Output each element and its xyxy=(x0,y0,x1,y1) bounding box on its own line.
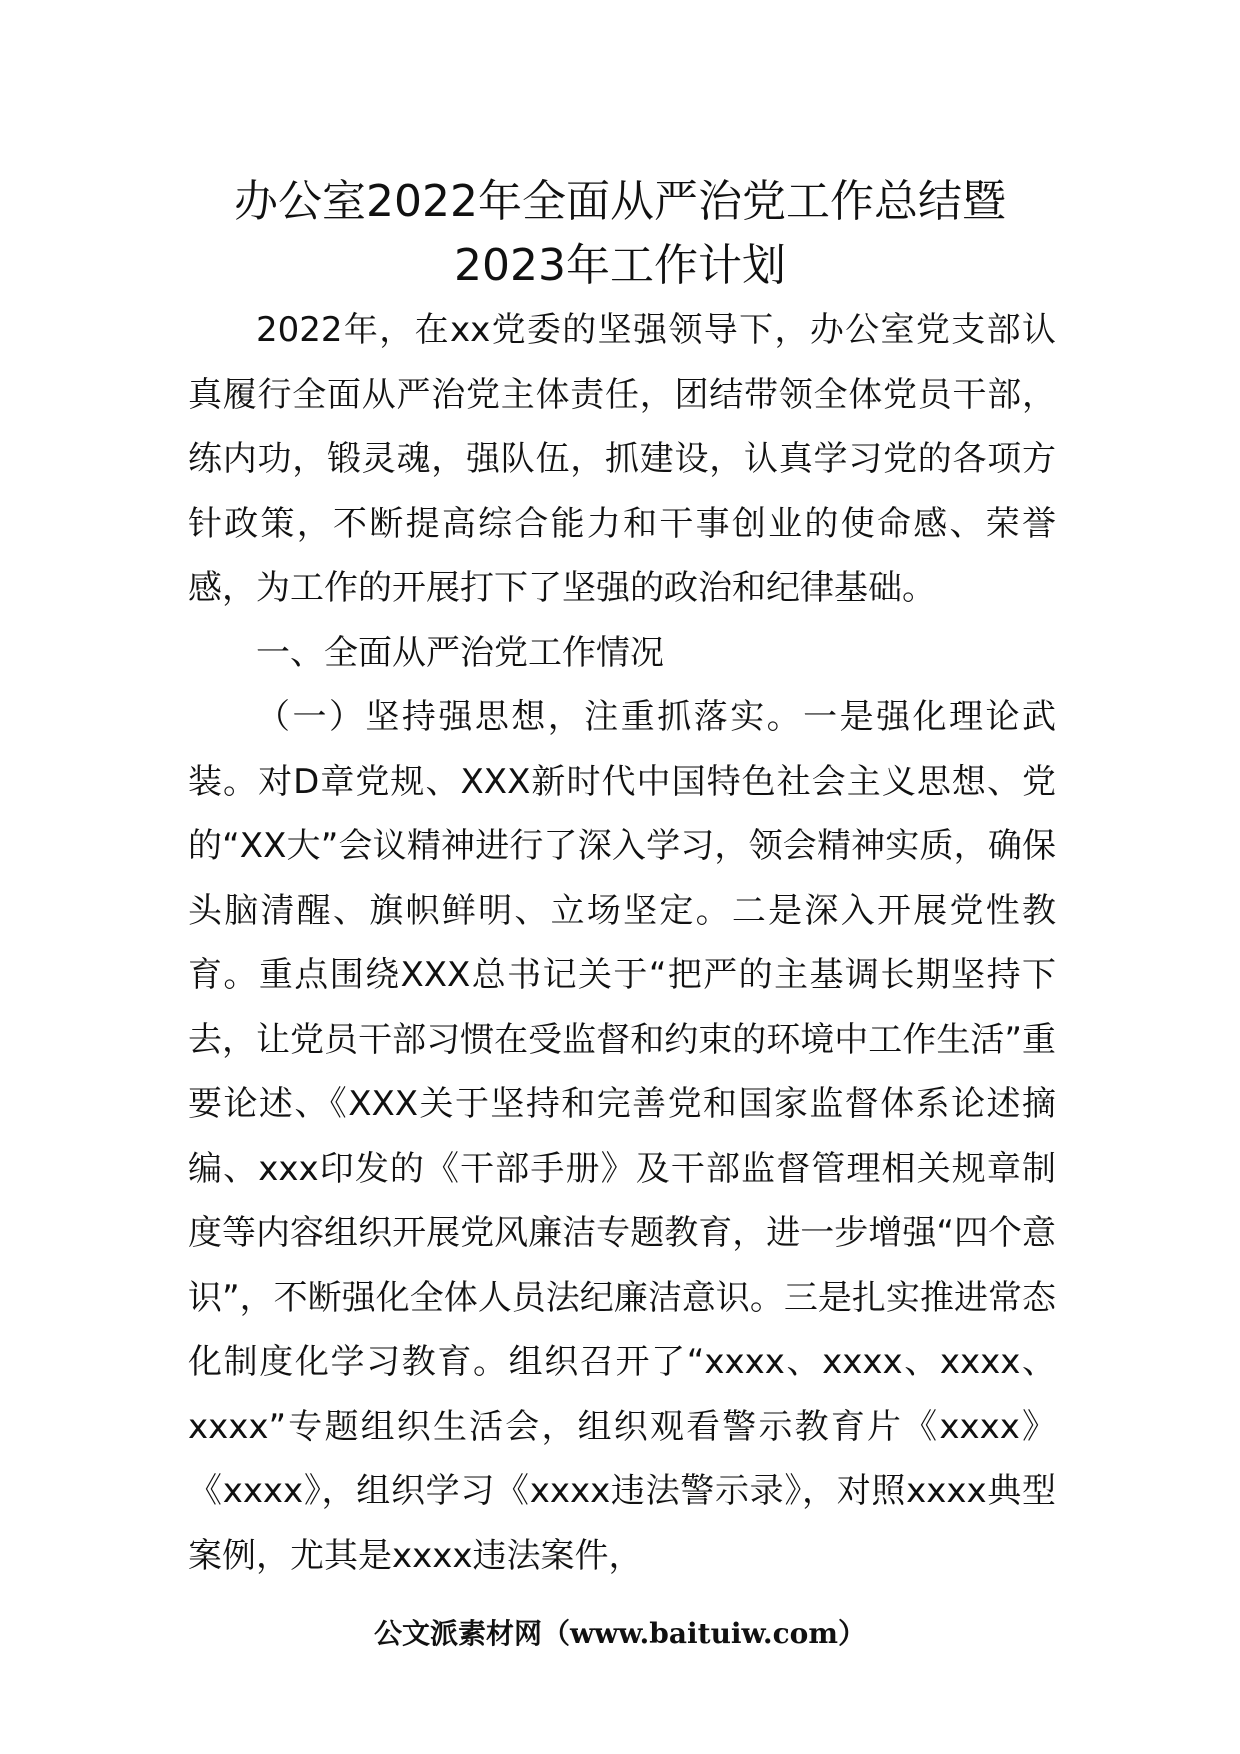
document-title-line-2: 2023年工作计划 xyxy=(454,240,786,291)
intro-paragraph: 2022年，在xx党委的坚强领导下，办公室党支部认真履行全面从严治党主体责任，团结带领全体党员干部，练内功，锻灵魂，强队伍，抓建设，认真学习党的各项方针政策，不断提高综合能力和干事创业的使命感、荣誉感，为工作的开展打下了坚强的政治和纪律基础。 xyxy=(188,310,1056,608)
body-paragraph: （一）坚持强思想，注重抓落实。一是强化理论武装。对D章党规、XXX新时代中国特色社会主义思想、党的“XX大”会议精神进行了深入学习，领会精神实质，确保头脑清醒、旗帜鲜明、立场坚定。二是深入开展党性教育。重点围绕XXX总书记关于“把严的主基调长期坚持下去，让党员干部习惯在受监督和约束的环境中工作生活”重要论述、《XXX关于坚持和完善党和国家监督体系论述摘编、xxx印发的《干部手册》及干部监督管理相关规章制度等内容组织开展党风廉洁专题教育，进一步增强“四个意识”，不断强化全体人员法纪廉洁意识。三是扎实推进常态化制度化学习教育。组织召开了“xxxx、xxxx、xxxx、xxxx”专题组织生活会，组织观看警示教育片《xxxx》《xxxx》，组织学习《xxxx违法警示录》，对照xxxx典型案例，尤其是xxxx违法案件， xyxy=(188,697,1056,1576)
footer-watermark: 公文派素材网（www.baituiw.com） xyxy=(374,1617,866,1650)
section-heading: 一、全面从严治党工作情况 xyxy=(256,632,664,673)
document-body xyxy=(188,298,1056,1588)
document-title-line-1: 办公室2022年全面从严治党工作总结暨 xyxy=(234,176,1006,227)
